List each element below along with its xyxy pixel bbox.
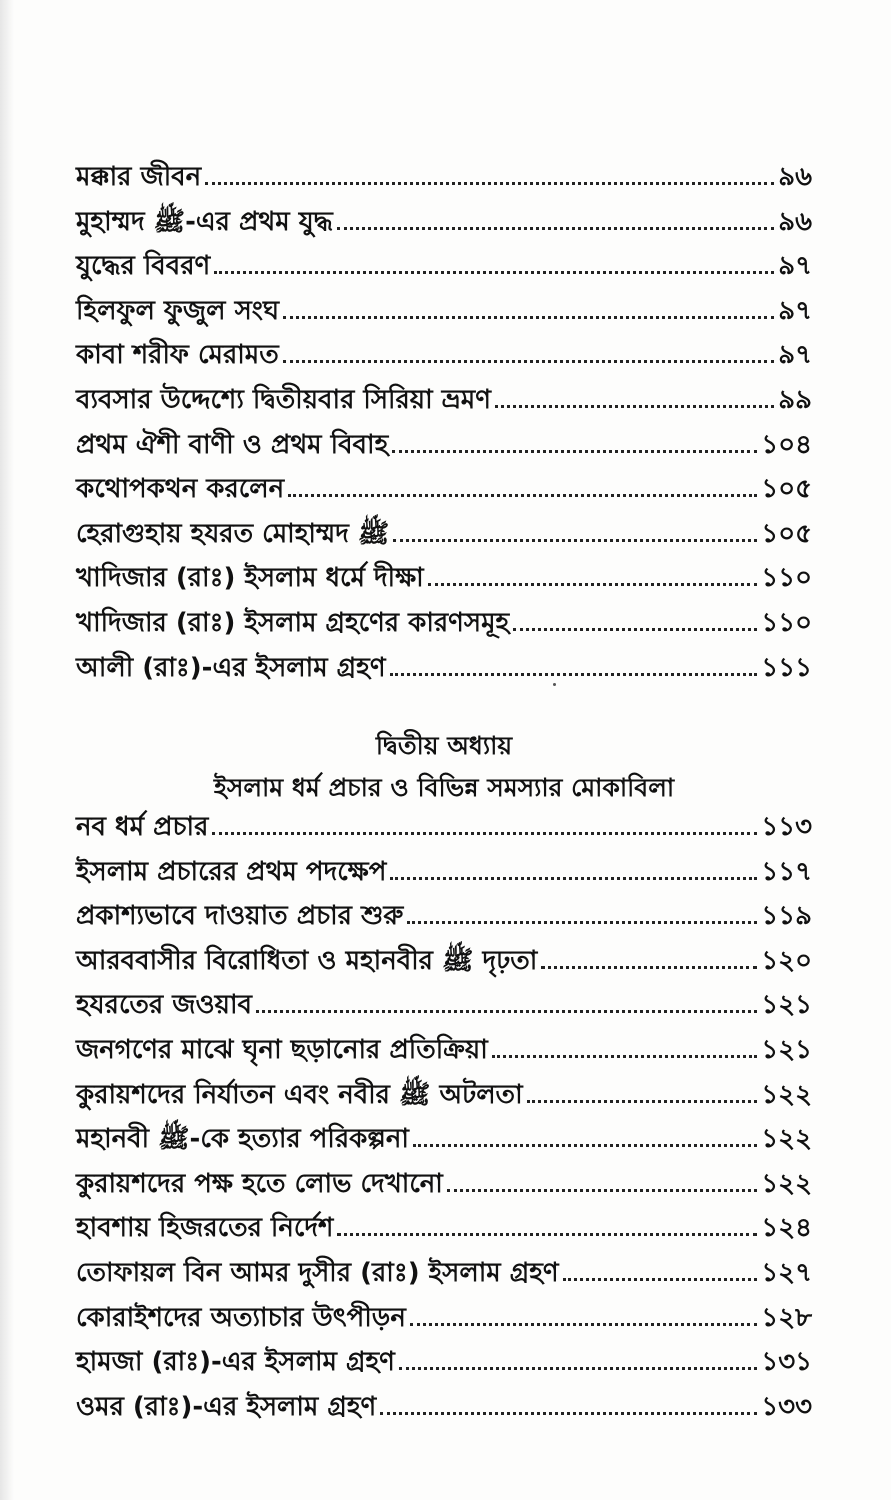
toc-entry-page: ১২৮	[761, 1302, 812, 1333]
page-edge-shadow	[0, 0, 14, 1500]
dot-leader	[410, 1323, 758, 1326]
toc-entry-title: প্রথম ঐশী বাণী ও প্রথম বিবাহ	[76, 429, 389, 460]
toc-entry-page: ১২২	[761, 1124, 812, 1155]
toc-entry	[76, 1207, 812, 1252]
toc-entry	[76, 513, 812, 558]
toc-entry	[76, 290, 812, 335]
dot-leader	[205, 182, 774, 185]
toc-entry-title: হাবশায় হিজরতের নির্দেশ	[76, 1213, 334, 1244]
toc-entry-page: ১১১	[761, 652, 812, 683]
toc-section-1	[76, 156, 812, 691]
toc-entry-title: ব্যবসার উদ্দেশ্যে দ্বিতীয়বার সিরিয়া ভ্রমণ	[76, 384, 491, 415]
toc-section-2	[76, 806, 812, 1430]
toc-entry-title: খাদিজার (রাঃ) ইসলাম গ্রহণের কারণসমূহ	[76, 607, 510, 638]
dot-leader	[283, 360, 774, 363]
toc-entry	[76, 647, 812, 692]
toc-entry	[76, 851, 812, 896]
toc-entry	[76, 468, 812, 513]
toc-entry-page: ১৩১	[761, 1347, 812, 1378]
dot-leader	[380, 1412, 757, 1415]
toc-entry-page: ৯৯	[778, 384, 812, 415]
toc-entry-page: ১০৫	[761, 518, 812, 549]
toc-entry-page: ৯৭	[778, 295, 812, 326]
toc-entry	[76, 1118, 812, 1163]
toc-entry-title: তোফায়ল বিন আমর দুসীর (রাঃ) ইসলাম গ্রহণ	[76, 1257, 559, 1288]
toc-entry-title: হযরতের জওয়াব	[76, 990, 252, 1021]
toc-entry-page: ১২৭	[761, 1257, 812, 1288]
toc-entry-page: ১১৯	[761, 901, 812, 932]
dot-leader	[527, 1100, 758, 1103]
toc-entry-page: ১১৭	[761, 856, 812, 887]
toc-entry-page: ১২০	[761, 945, 812, 976]
dot-leader	[563, 1278, 758, 1281]
dot-leader	[447, 1189, 757, 1192]
toc-entry-title: ওমর (রাঃ)-এর ইসলাম গ্রহণ	[76, 1391, 377, 1422]
dot-leader	[393, 539, 757, 542]
toc-entry	[76, 1029, 812, 1074]
toc-entry-title: জনগণের মাঝে ঘৃনা ছড়ানোর প্রতিক্রিয়া	[76, 1034, 488, 1065]
dot-leader	[492, 1055, 758, 1058]
toc-entry	[76, 156, 812, 201]
toc-entry-page: ১৩৩	[761, 1391, 812, 1422]
toc-entry-page: ১২২	[761, 1168, 812, 1199]
toc-entry-page: ৯৬	[778, 206, 812, 237]
toc-entry-title: হামজা (রাঃ)-এর ইসলাম গ্রহণ	[76, 1347, 395, 1378]
dot-leader	[399, 1367, 758, 1370]
dot-leader	[413, 1144, 757, 1147]
toc-entry-title: আলী (রাঃ)-এর ইসলাম গ্রহণ	[76, 652, 386, 683]
toc-entry	[76, 1297, 812, 1342]
toc-entry-page: ১২১	[761, 990, 812, 1021]
chapter-number: দ্বিতীয় অধ্যায়	[375, 731, 513, 760]
toc-entry	[76, 557, 812, 602]
toc-entry	[76, 1386, 812, 1431]
dot-leader	[513, 628, 757, 631]
dot-leader	[288, 494, 757, 497]
toc-entry-page: ১১৩	[761, 812, 812, 842]
toc-entry	[76, 334, 812, 379]
toc-entry-title: প্রকাশ্যভাবে দাওয়াত প্রচার শুরু	[76, 901, 404, 932]
toc-entry-page: ১০৫	[761, 474, 812, 505]
toc-entry	[76, 1252, 812, 1297]
toc-entry	[76, 984, 812, 1029]
toc-entry-title: খাদিজার (রাঃ) ইসলাম ধর্মে দীক্ষা	[76, 563, 424, 594]
chapter-title: ইসলাম ধর্ম প্রচার ও বিভিন্ন সমস্যার মোকাবিলা	[213, 773, 675, 802]
chapter-heading	[76, 724, 812, 808]
toc-entry-title: কোরাইশদের অত্যাচার উৎপীড়ন	[76, 1302, 406, 1333]
dot-leader	[541, 966, 757, 969]
dot-leader	[390, 877, 757, 880]
dot-leader	[390, 673, 758, 676]
toc-entry	[76, 201, 812, 246]
dot-leader	[428, 583, 758, 586]
toc-entry-page: ১০৪	[761, 429, 812, 460]
toc-entry-title: মুহাম্মদ ﷺ-এর প্রথম যুদ্ধ	[76, 206, 333, 237]
toc-entry	[76, 602, 812, 647]
toc-entry-title: মক্কার জীবন	[76, 162, 202, 192]
toc-entry	[76, 379, 812, 424]
toc-entry	[76, 806, 812, 851]
toc-entry-page: ৯৭	[778, 340, 812, 371]
toc-entry-title: ইসলাম প্রচারের প্রথম পদক্ষেপ	[76, 856, 387, 887]
toc-entry	[76, 1341, 812, 1386]
dot-leader	[337, 1233, 757, 1236]
dot-leader	[283, 316, 774, 319]
dot-leader	[214, 271, 774, 274]
toc-entry-title: হেরাগুহায় হযরত মোহাম্মদ ﷺ	[76, 518, 390, 549]
dot-leader	[337, 227, 774, 230]
toc-entry	[76, 424, 812, 469]
toc-entry-page: ১২২	[761, 1079, 812, 1110]
toc-entry	[76, 1163, 812, 1208]
toc-entry-title: আরববাসীর বিরোধিতা ও মহানবীর ﷺ দৃঢ়তা	[76, 945, 538, 976]
toc-entry-title: কাবা শরীফ মেরামত	[76, 340, 279, 371]
dot-leader	[392, 450, 757, 453]
toc-entry-page: ১১০	[761, 563, 812, 594]
dot-leader	[495, 405, 774, 408]
toc-entry-page: ১২১	[761, 1034, 812, 1065]
toc-entry-title: কথোপকথন করলেন	[76, 474, 285, 505]
toc-entry	[76, 1074, 812, 1119]
toc-entry	[76, 895, 812, 940]
dot-leader	[212, 832, 757, 835]
toc-entry-page: ১২৪	[761, 1213, 812, 1244]
toc-entry-title: কুরায়শদের পক্ষ হতে লোভ দেখানো	[76, 1168, 443, 1199]
toc-entry-title: যুদ্ধের বিবরণ	[76, 251, 211, 282]
toc-entry-title: কুরায়শদের নির্যাতন এবং নবীর ﷺ অটলতা	[76, 1079, 523, 1110]
toc-entry-page: ১১০	[761, 607, 812, 638]
toc-entry	[76, 245, 812, 290]
dot-leader	[407, 921, 757, 924]
dot-leader	[256, 1010, 757, 1013]
toc-entry	[76, 940, 812, 985]
toc-entry-title: নব ধর্ম প্রচার	[76, 812, 209, 842]
toc-entry-title: হিলফুল ফুজুল সংঘ	[76, 295, 280, 326]
toc-entry-title: মহানবী ﷺ-কে হত্যার পরিকল্পনা	[76, 1124, 409, 1155]
toc-entry-page: ৯৬	[778, 162, 812, 192]
toc-entry-page: ৯৭	[778, 251, 812, 282]
